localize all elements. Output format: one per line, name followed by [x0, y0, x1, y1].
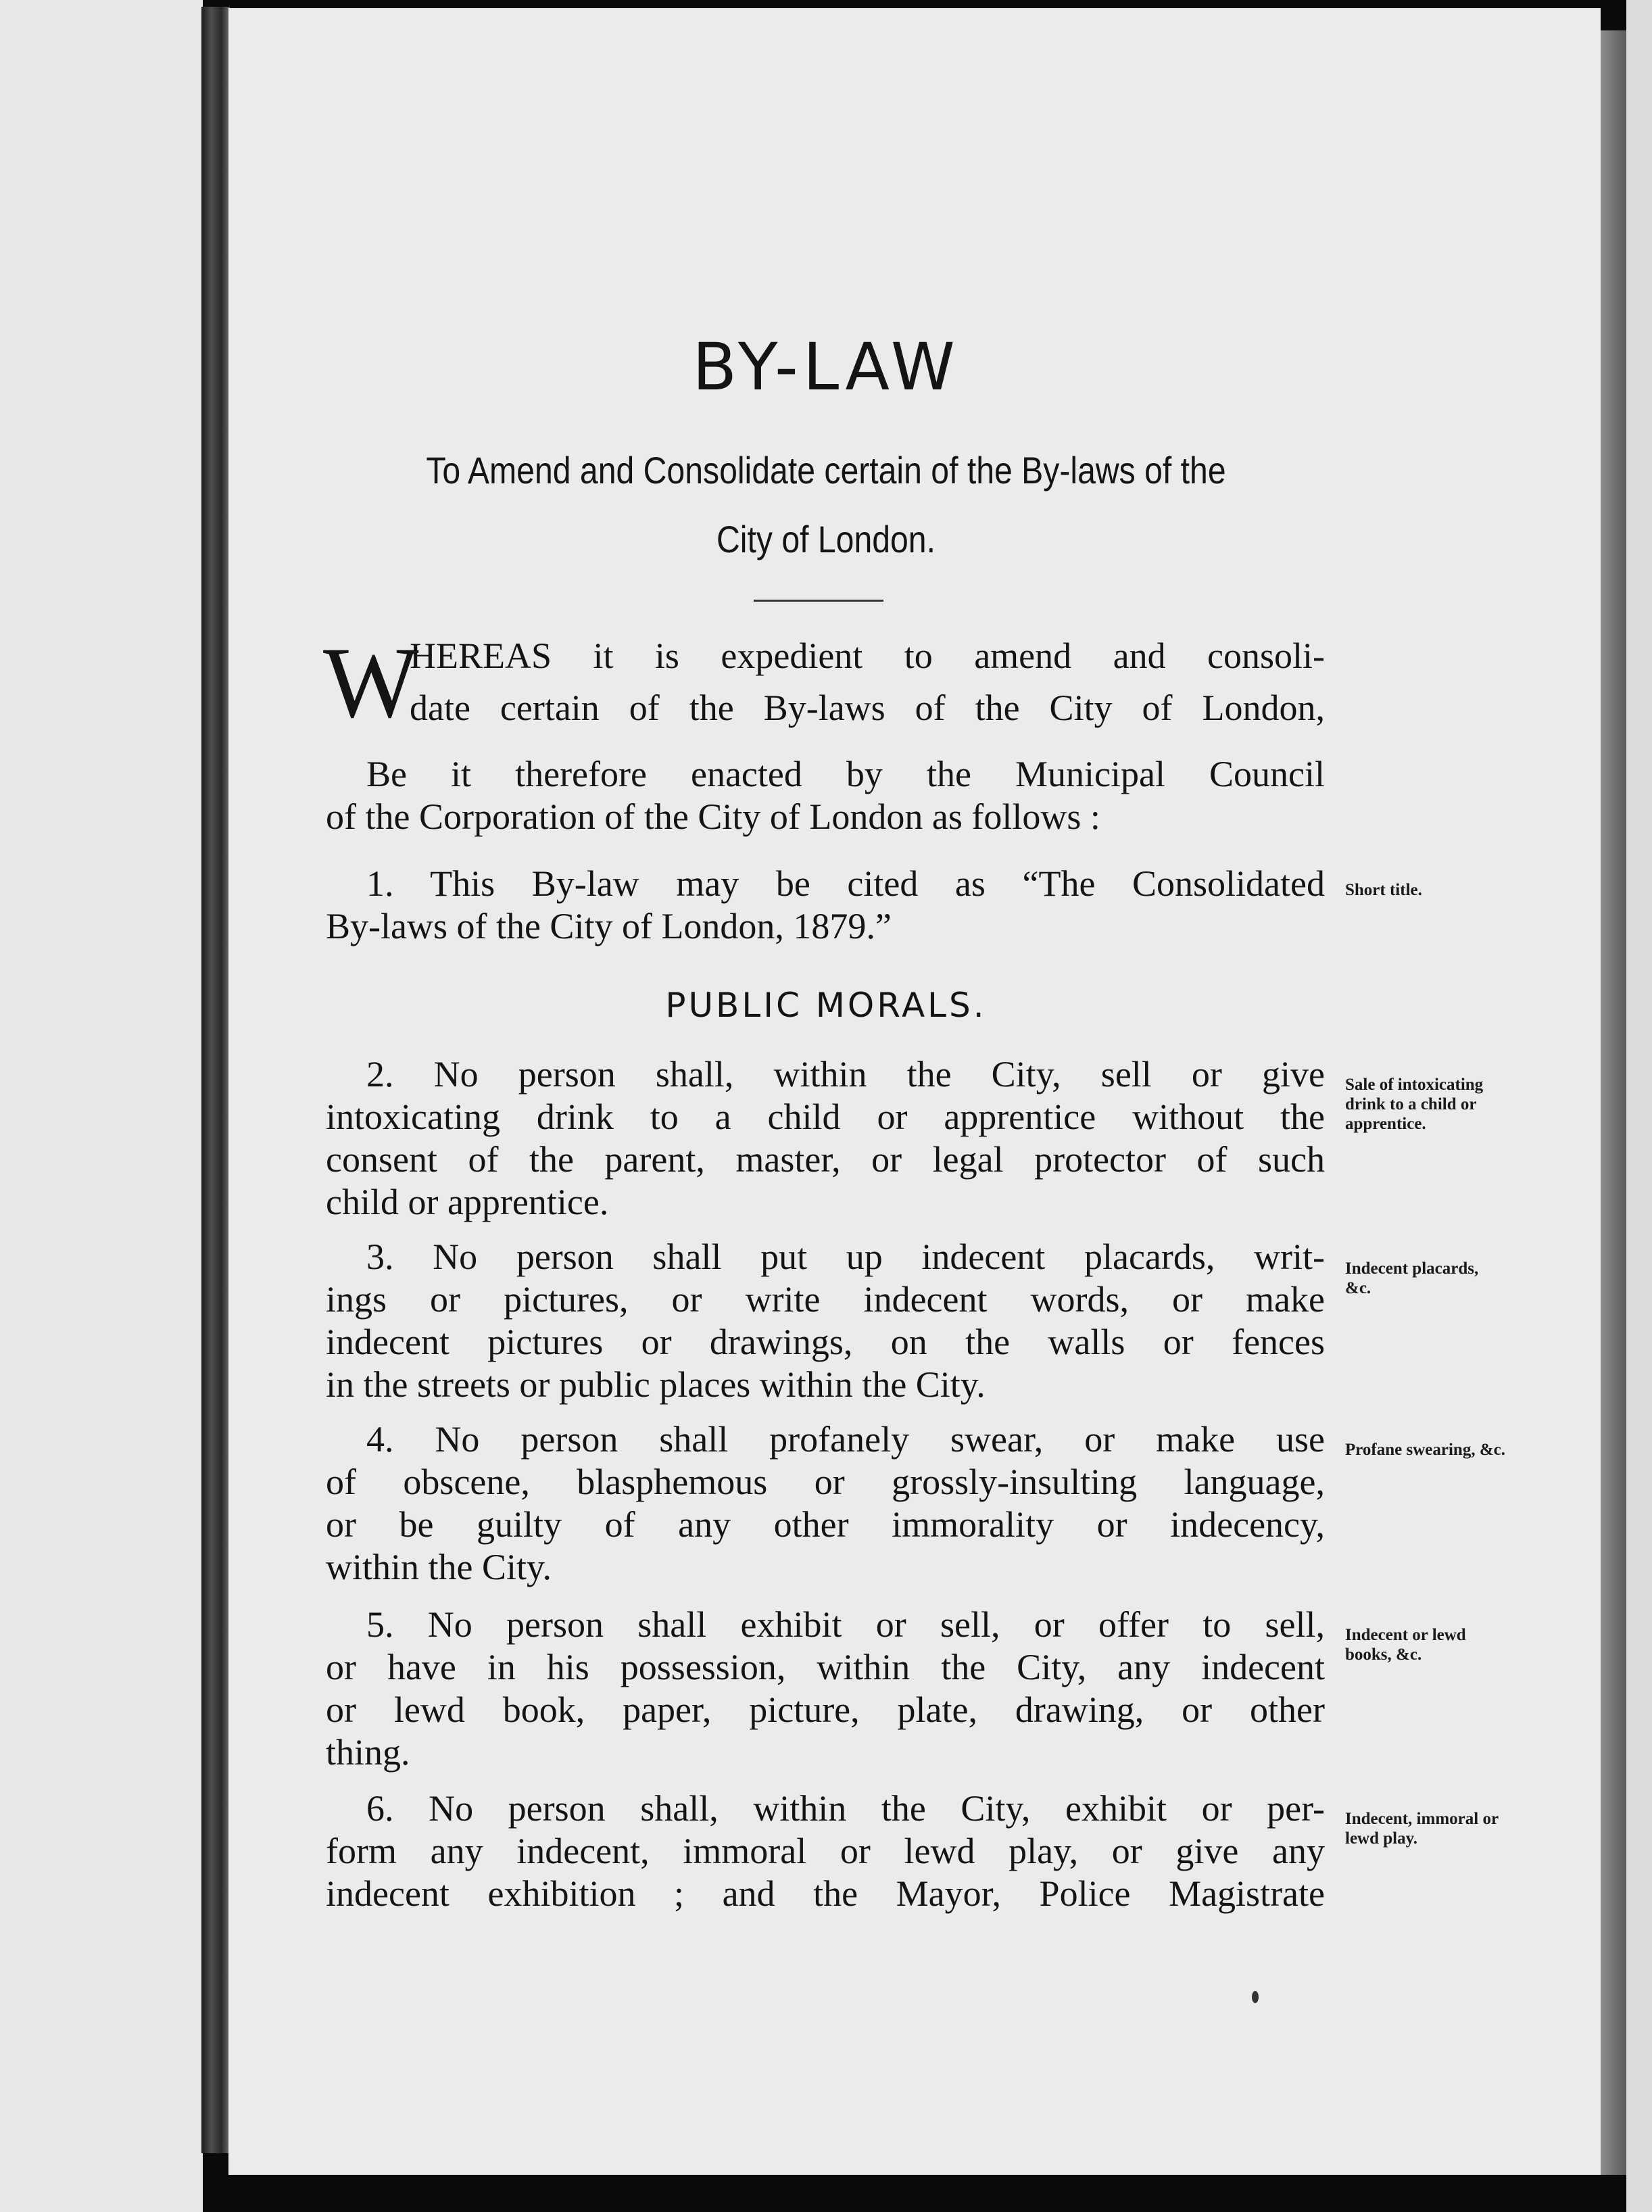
- section-1-line-1: 1. This By-law may be cited as “The Consolidated: [366, 863, 1325, 904]
- section-3-line-2: ings or pictures, or write indecent words, or make: [326, 1279, 1325, 1320]
- preamble-line-2: date certain of the By-laws of the City of London,: [410, 688, 1325, 728]
- section-2-line-4: child or apprentice.: [326, 1182, 609, 1222]
- section-5-line-1: 5. No person shall exhibit or sell, or offer to sell,: [366, 1604, 1325, 1645]
- margin-note-sale-of-drink: Sale of intoxicating drink to a child or apprentice.: [1345, 1076, 1484, 1133]
- section-heading-public-morals: PUBLIC MORALS.: [665, 986, 987, 1025]
- section-4-line-1: 4. No person shall profanely swear, or make use: [366, 1419, 1325, 1460]
- enacting-line-1: Be it therefore enacted by the Municipal Council: [366, 754, 1325, 794]
- section-5-line-3: or lewd book, paper, picture, plate, drawing, or other: [326, 1689, 1325, 1730]
- document-subtitle-line-2: City of London.: [716, 518, 936, 560]
- section-4-line-4: within the City.: [326, 1547, 552, 1587]
- section-2-line-3: consent of the parent, master, or legal protector of such: [326, 1139, 1325, 1180]
- margin-note-profane-swearing: Profane swearing, &c.: [1345, 1441, 1505, 1459]
- document-subtitle-line-1: To Amend and Consolidate certain of the By-laws of the: [426, 449, 1226, 491]
- section-6-line-3: indecent exhibition ; and the Mayor, Police Magistrate: [326, 1873, 1325, 1914]
- section-1-line-2: By-laws of the City of London, 1879.”: [326, 906, 892, 946]
- document-title: BY-LAW: [692, 329, 960, 405]
- ink-spot: [1252, 1991, 1259, 2003]
- drop-cap-letter: W: [323, 627, 419, 739]
- margin-note-indecent-books: Indecent or lewd books, &c.: [1345, 1626, 1466, 1664]
- enacting-line-2: of the Corporation of the City of London as follows :: [326, 796, 1100, 837]
- preamble-line-1: HEREAS it is expedient to amend and consoli-: [410, 635, 1325, 676]
- section-3-line-1: 3. No person shall put up indecent placards, writ-: [366, 1236, 1325, 1277]
- section-5-line-4: thing.: [326, 1732, 410, 1773]
- section-2-line-2: intoxicating drink to a child or apprentice without the: [326, 1097, 1325, 1137]
- section-3-line-3: indecent pictures or drawings, on the walls or fences: [326, 1322, 1325, 1362]
- title-divider-rule: [754, 600, 883, 602]
- section-3-line-4: in the streets or public places within the City.: [326, 1364, 986, 1405]
- scan-border-right: [1626, 0, 1652, 2212]
- margin-note-indecent-placards: Indecent placards, &c.: [1345, 1259, 1479, 1297]
- section-6-line-2: form any indecent, immoral or lewd play, or give any: [326, 1831, 1325, 1871]
- margin-note-indecent-play: Indecent, immoral or lewd play.: [1345, 1810, 1499, 1848]
- left-page-edge: [0, 0, 203, 2212]
- section-4-line-2: of obscene, blasphemous or grossly-insulting language,: [326, 1462, 1325, 1502]
- section-4-line-3: or be guilty of any other immorality or indecency,: [326, 1504, 1325, 1545]
- section-2-line-1: 2. No person shall, within the City, sell or give: [366, 1054, 1325, 1095]
- book-spine: [201, 7, 230, 2153]
- section-6-line-1: 6. No person shall, within the City, exhibit or per-: [366, 1788, 1325, 1829]
- section-5-line-2: or have in his possession, within the City, any indecent: [326, 1647, 1325, 1687]
- margin-note-short-title: Short title.: [1345, 881, 1422, 899]
